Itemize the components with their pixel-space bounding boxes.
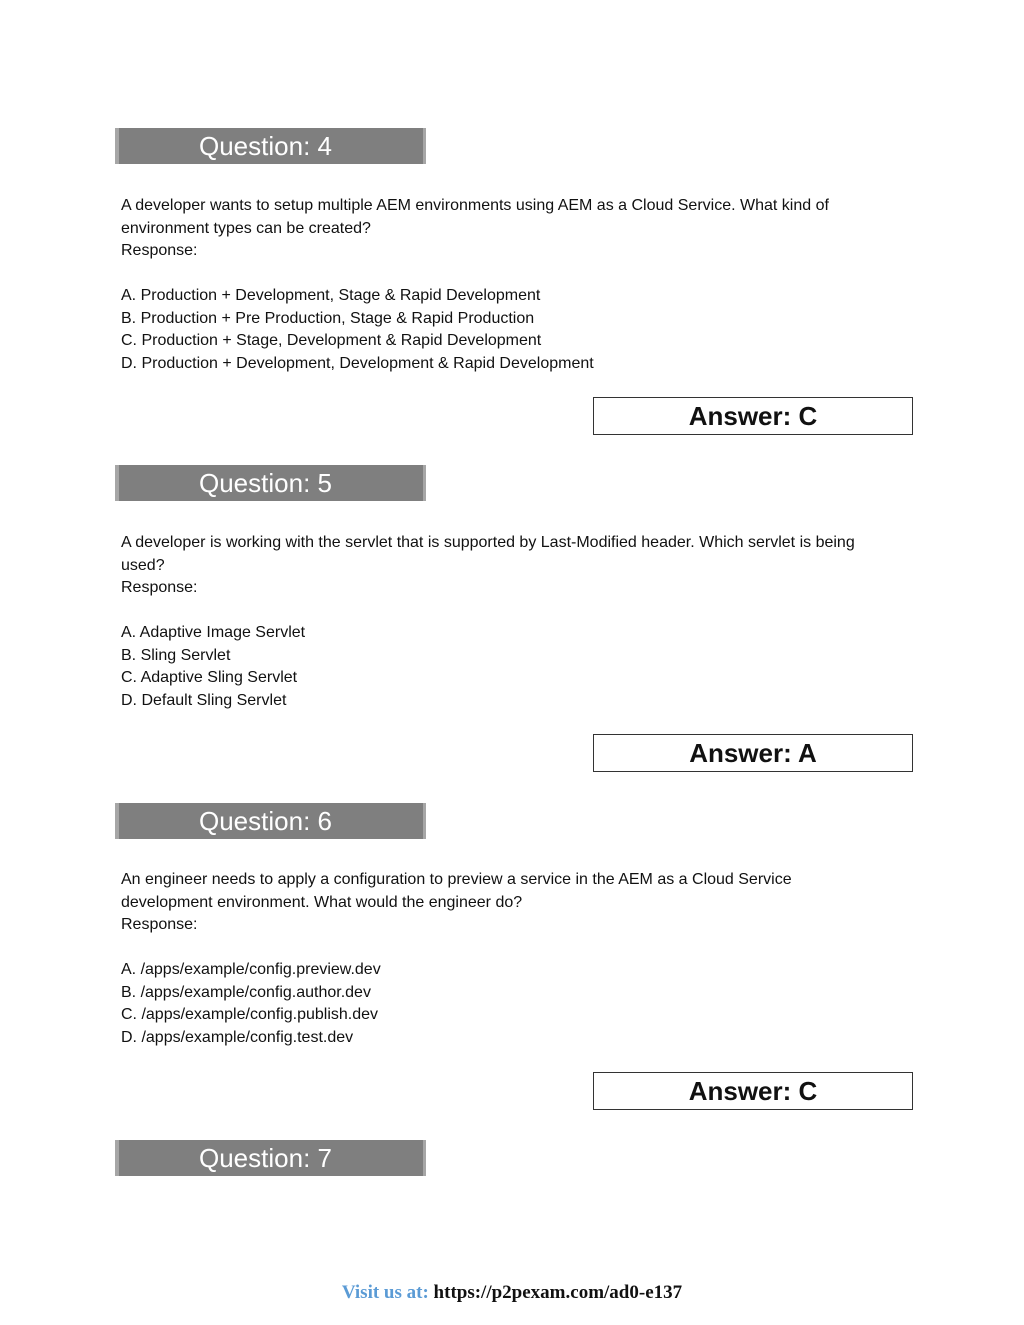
response-label: Response: [121, 916, 198, 933]
question-5-header: Question: 5 [115, 465, 426, 501]
response-label: Response: [121, 579, 198, 596]
option-a: A. Production + Development, Stage & Rapid Development [121, 287, 541, 304]
question-text-line: A developer wants to setup multiple AEM environments using AEM as a Cloud Service. What kind of [121, 197, 829, 214]
question-7-header: Question: 7 [115, 1140, 426, 1176]
question-4-answer: Answer: C [593, 397, 913, 435]
option-c: C. Adaptive Sling Servlet [121, 669, 298, 686]
question-text-line: development environment. What would the engineer do? [121, 893, 523, 911]
option-a: A. /apps/example/config.preview.dev [121, 961, 381, 978]
option-d: D. Default Sling Servlet [121, 691, 287, 709]
footer [0, 1282, 1024, 1304]
response-label: Response: [121, 242, 198, 259]
question-text-line: An engineer needs to apply a configuration to preview a service in the AEM as a Cloud Service [121, 871, 792, 888]
option-d: D. /apps/example/config.test.dev [121, 1028, 354, 1046]
question-4-body [121, 195, 921, 375]
option-b: B. Sling Servlet [121, 646, 231, 664]
question-text-line: A developer is working with the servlet that is supported by Last-Modified header. Which servlet is being [121, 534, 855, 551]
option-c: C. Production + Stage, Development & Rapid Development [121, 332, 542, 349]
option-a: A. Adaptive Image Servlet [121, 624, 306, 641]
option-c: C. /apps/example/config.publish.dev [121, 1006, 379, 1023]
option-d: D. Production + Development, Development & Rapid Development [121, 354, 594, 372]
question-4-header: Question: 4 [115, 128, 426, 164]
question-text-line: environment types can be created? [121, 219, 371, 237]
question-5-body [121, 532, 921, 712]
option-b: B. Production + Pre Production, Stage & Rapid Production [121, 309, 535, 327]
question-6-header: Question: 6 [115, 803, 426, 839]
question-6-body [121, 869, 921, 1049]
question-5-answer: Answer: A [593, 734, 913, 772]
question-6-answer: Answer: C [593, 1072, 913, 1110]
footer-label: Visit us at: [341, 1282, 429, 1303]
question-text-line: used? [121, 556, 165, 574]
footer-url[interactable]: https://p2pexam.com/ad0-e137 [433, 1282, 683, 1303]
option-b: B. /apps/example/config.author.dev [121, 983, 371, 1001]
